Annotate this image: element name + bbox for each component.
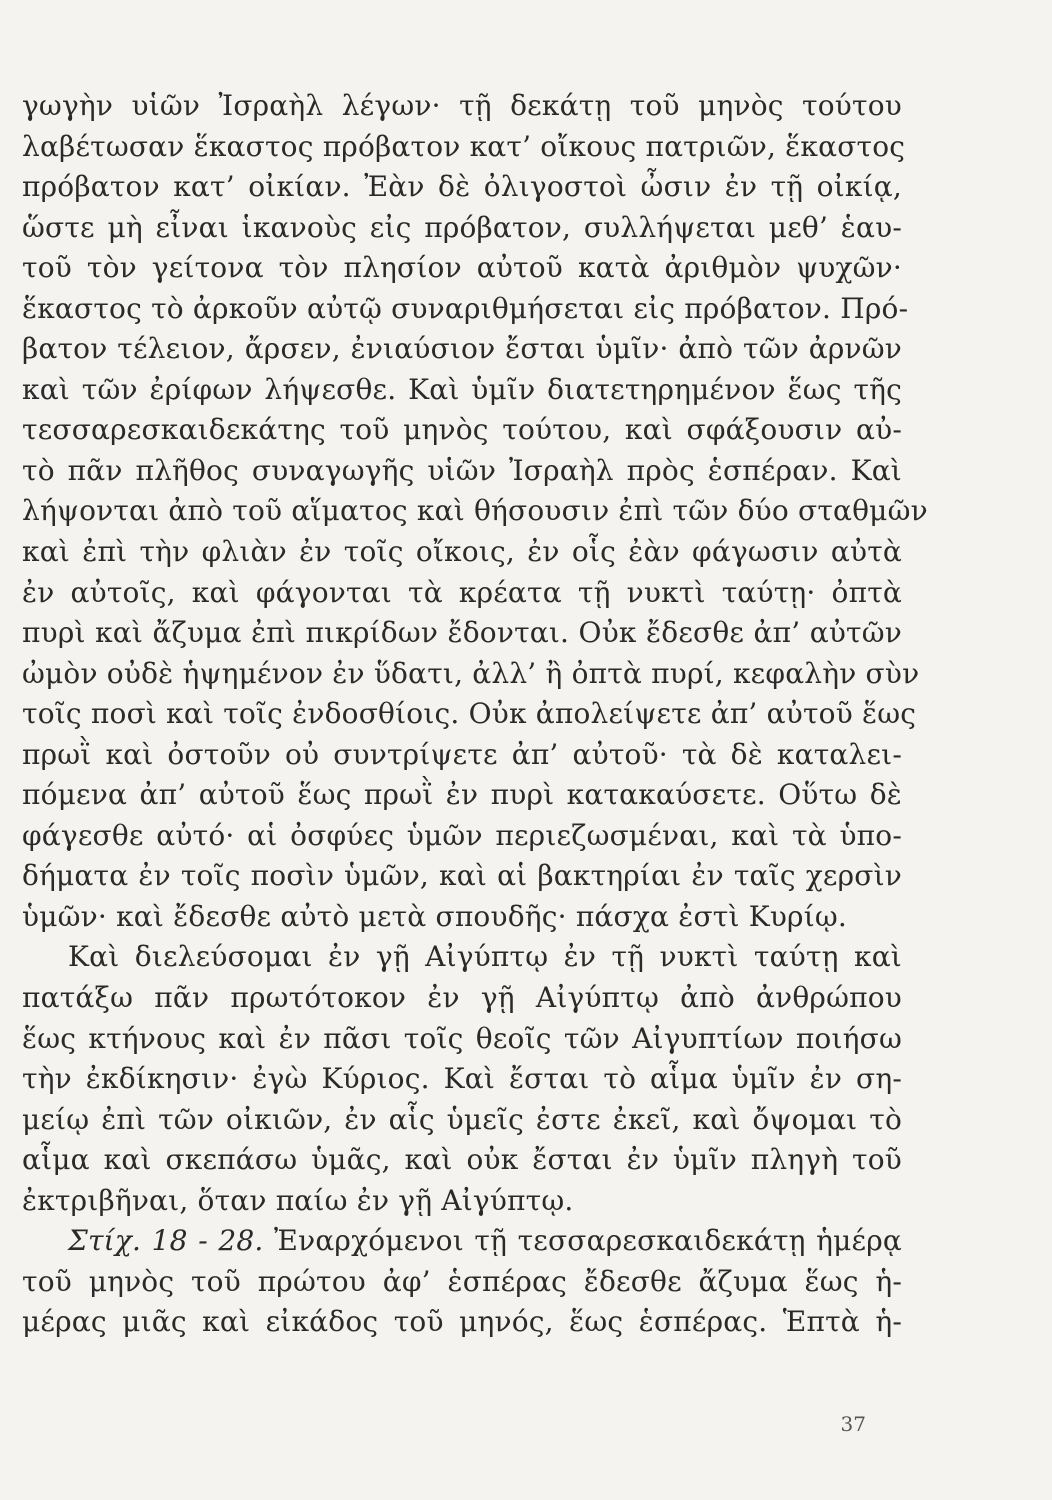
text-line: τοῦ τὸν γείτονα τὸν πλησίον αὐτοῦ κατὰ ἀριθμὸν ψυχῶν· <box>22 251 902 285</box>
text-line: δήματα ἐν τοῖς ποσὶν ὑμῶν, καὶ αἱ βακτηρίαι ἐν ταῖς χερσὶν <box>22 859 902 893</box>
text-line: ἕκαστος τὸ ἀρκοῦν αὐτῷ συναριθμήσεται εἰς πρόβατον. Πρό- <box>22 291 909 325</box>
page-number: 37 <box>840 1412 866 1436</box>
verse-line <box>22 1221 902 1262</box>
text-line: ὥστε μὴ εἶναι ἱκανοὺς εἰς πρόβατον, συλλήψεται μεθ’ ἑαυ- <box>22 210 902 244</box>
text-line: αἷμα καὶ σκεπάσω ὑμᾶς, καὶ οὐκ ἔσται ἐν ὑμῖν πληγὴ τοῦ <box>22 1143 902 1177</box>
text-line: μείῳ ἐπὶ τῶν οἰκιῶν, ἐν αἷς ὑμεῖς ἐστε ἐκεῖ, καὶ ὄψομαι τὸ <box>22 1102 902 1136</box>
text-line: τεσσαρεσκαιδεκάτης τοῦ μηνὸς τούτου, καὶ σφάξουσιν αὐ- <box>22 413 902 447</box>
text-line: ἕως κτήνους καὶ ἐν πᾶσι τοῖς θεοῖς τῶν Αἰγυπτίων ποιήσω <box>22 1021 902 1055</box>
text-line: τὴν ἐκδίκησιν· ἐγὼ Κύριος. Καὶ ἔσται τὸ αἷμα ὑμῖν ἐν ση- <box>22 1062 902 1096</box>
text-line: πρωῒ καὶ ὀστοῦν οὐ συντρίψετε ἀπ’ αὐτοῦ· τὰ δὲ καταλει- <box>22 737 902 771</box>
text-line: γωγὴν υἱῶν Ἰσραὴλ λέγων· τῇ δεκάτῃ τοῦ μηνὸς τούτου <box>22 89 902 122</box>
text-line: τοῖς ποσὶ καὶ τοῖς ἐνδοσθίοις. Οὐκ ἀπολείψετε ἀπ’ αὐτοῦ ἕως <box>22 697 917 731</box>
text-line: Καὶ διελεύσομαι ἐν γῇ Αἰγύπτῳ ἐν τῇ νυκτὶ ταύτῃ καὶ <box>68 940 902 974</box>
text-line: ἐν αὐτοῖς, καὶ φάγονται τὰ κρέατα τῇ νυκτὶ ταύτῃ· ὀπτὰ <box>22 575 902 609</box>
text-line: τοῦ μηνὸς τοῦ πρώτου ἀφ’ ἑσπέρας ἔδεσθε ἄζυμα ἕως ἡ- <box>22 1264 902 1298</box>
verse-reference: Στίχ. 18 - 28. <box>68 1224 264 1258</box>
text-line: καὶ ἐπὶ τὴν φλιὰν ἐν τοῖς οἴκοις, ἐν οἷς ἐὰν φάγωσιν αὐτὰ <box>22 535 902 569</box>
text-line: μέρας μιᾶς καὶ εἰκάδος τοῦ μηνός, ἕως ἑσπέρας. Ἑπτὰ ἡ- <box>22 1305 902 1339</box>
text-line: πόμενα ἀπ’ αὐτοῦ ἕως πρωῒ ἐν πυρὶ κατακαύσετε. Οὕτω δὲ <box>22 778 902 812</box>
text-line: λήψονται ἀπὸ τοῦ αἵματος καὶ θήσουσιν ἐπὶ τῶν δύο σταθμῶν <box>22 494 928 528</box>
text-line: βατον τέλειον, ἄρσεν, ἐνιαύσιον ἔσται ὑμῖν· ἀπὸ τῶν ἀρνῶν <box>22 332 902 366</box>
text-line: φάγεσθε αὐτό· αἱ ὀσφύες ὑμῶν περιεζωσμέναι, καὶ τὰ ὑπο- <box>22 818 902 852</box>
text-line: ὑμῶν· καὶ ἔδεσθε αὐτὸ μετὰ σπουδῆς· πάσχα ἐστὶ Κυρίῳ. <box>22 899 848 933</box>
text-line: πυρὶ καὶ ἄζυμα ἐπὶ πικρίδων ἔδονται. Οὐκ ἔδεσθε ἀπ’ αὐτῶν <box>22 616 902 650</box>
text-line: καὶ τῶν ἐρίφων λήψεσθε. Καὶ ὑμῖν διατετηρημένον ἕως τῆς <box>22 372 902 406</box>
text-line: λαβέτωσαν ἕκαστος πρόβατον κατ’ οἴκους πατριῶν, ἕκαστος <box>22 129 906 163</box>
text-line: ὠμὸν οὐδὲ ἡψημένον ἐν ὕδατι, ἀλλ’ ἢ ὀπτὰ πυρί, κεφαλὴν σὺν <box>22 656 920 690</box>
text-line: πρόβατον κατ’ οἰκίαν. Ἐὰν δὲ ὀλιγοστοὶ ὦσιν ἐν τῇ οἰκίᾳ, <box>22 170 902 204</box>
text-line: πατάξω πᾶν πρωτότοκον ἐν γῇ Αἰγύπτῳ ἀπὸ ἀνθρώπου <box>22 981 902 1015</box>
verse-text: Ἐναρχόμενοι τῇ τεσσαρεσκαιδεκάτῃ ἡμέρᾳ <box>274 1224 902 1258</box>
text-line: ἐκτριβῆναι, ὅταν παίω ἐν γῇ Αἰγύπτῳ. <box>22 1183 574 1217</box>
text-line: τὸ πᾶν πλῆθος συναγωγῆς υἱῶν Ἰσραὴλ πρὸς ἑσπέραν. Καὶ <box>22 453 902 487</box>
body-text <box>22 86 928 1343</box>
